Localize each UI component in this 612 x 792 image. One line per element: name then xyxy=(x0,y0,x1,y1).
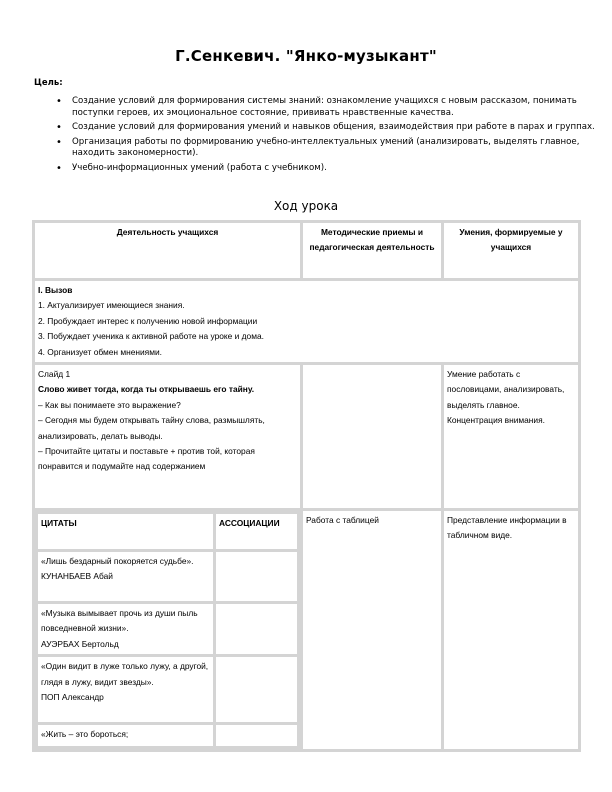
slide-line: – Прочитайте цитаты и поставьте + против той, которая понравится и подумайте над содержанием xyxy=(38,446,255,472)
stage-cell xyxy=(34,280,580,364)
quote-text: «Музыка вымывает прочь из души пыль повседневной жизни». xyxy=(41,608,198,634)
lesson-table xyxy=(32,220,581,752)
header-skills: Умения, формируемые у учащихся xyxy=(443,222,580,280)
page-title: Г.Сенкевич. "Янко-музыкант" xyxy=(175,47,437,65)
slide-line: – Сегодня мы будем открывать тайну слова, размышлять, анализировать, делать выводы. xyxy=(38,415,265,441)
quote-row xyxy=(37,656,215,724)
quote-author: АУЭРБАХ Бертольд xyxy=(41,638,119,649)
stage-title: I. Вызов xyxy=(38,285,73,295)
assoc-cell[interactable] xyxy=(215,551,299,603)
header-student-activity: Деятельность учащихся xyxy=(34,222,302,280)
goals-list xyxy=(34,96,612,177)
col-assoc-header: АССОЦИАЦИИ xyxy=(215,513,299,551)
slide-line: – Как вы понимаете это выражение? xyxy=(38,399,181,410)
quote-text: «Один видит в луже только лужу, а другой, глядя в лужу, видит звезды». xyxy=(41,661,209,687)
quote-author: ПОП Александр xyxy=(41,692,104,703)
stage-item: 1. Актуализирует имеющиеся знания. xyxy=(38,300,185,311)
col-quotes-header: ЦИТАТЫ xyxy=(37,513,215,551)
lesson-heading: Ход урока xyxy=(273,199,339,213)
stage-item: 4. Организует обмен мнениями. xyxy=(38,346,162,357)
goal-item: • Учебно-информационных умений (работа с учебником). xyxy=(72,163,612,175)
stage-item: 3. Побуждает ученика к активной работе на уроке и дома. xyxy=(38,331,264,342)
stage-item: 2. Пробуждает интерес к получению новой информации xyxy=(38,315,258,326)
goal-item: • Создание условий для формирования умений и навыков общения, взаимодействия при работе в парах и группах. xyxy=(72,122,612,134)
goal-item: • Создание условий для формирования системы знаний: ознакомление учащихся с новым рассказом, понимать поступки героев, их эмоциональное состояние, прививать нравственные качества. xyxy=(72,96,612,119)
quote-author: КУНАНБАЕВ Абай xyxy=(41,571,113,582)
slide-quote: Слово живет тогда, когда ты открываешь его тайну. xyxy=(38,384,255,395)
slide-skills-cell: Умение работать с пословицами, анализировать, выделять главное. Концентрация внимания. xyxy=(443,364,580,510)
quotes-methods-cell: Работа с таблицей xyxy=(302,510,443,751)
slide-methods-cell xyxy=(302,364,443,510)
slide-cell xyxy=(34,364,302,510)
goal-label: Цель: xyxy=(34,78,63,88)
assoc-cell[interactable] xyxy=(215,603,299,656)
quote-row xyxy=(37,603,215,656)
quote-text: «Лишь бездарный покоряется судьбе». xyxy=(41,556,194,567)
quotes-skills-cell: Представление информации в табличном виде. xyxy=(443,510,580,751)
slide-label: Слайд 1 xyxy=(38,369,71,380)
header-methods: Методические приемы и педагогическая деятельность xyxy=(302,222,443,280)
quotes-cell xyxy=(34,510,302,751)
quote-row xyxy=(37,724,215,748)
quote-text: «Жить – это бороться; xyxy=(41,729,129,740)
assoc-cell[interactable] xyxy=(215,724,299,748)
quote-row xyxy=(37,551,215,603)
quotes-table xyxy=(35,511,300,749)
assoc-cell[interactable] xyxy=(215,656,299,724)
goal-item: • Организация работы по формированию учебно-интеллектуальных умений (анализировать, выделять главное, находить закономерности). xyxy=(72,137,612,160)
